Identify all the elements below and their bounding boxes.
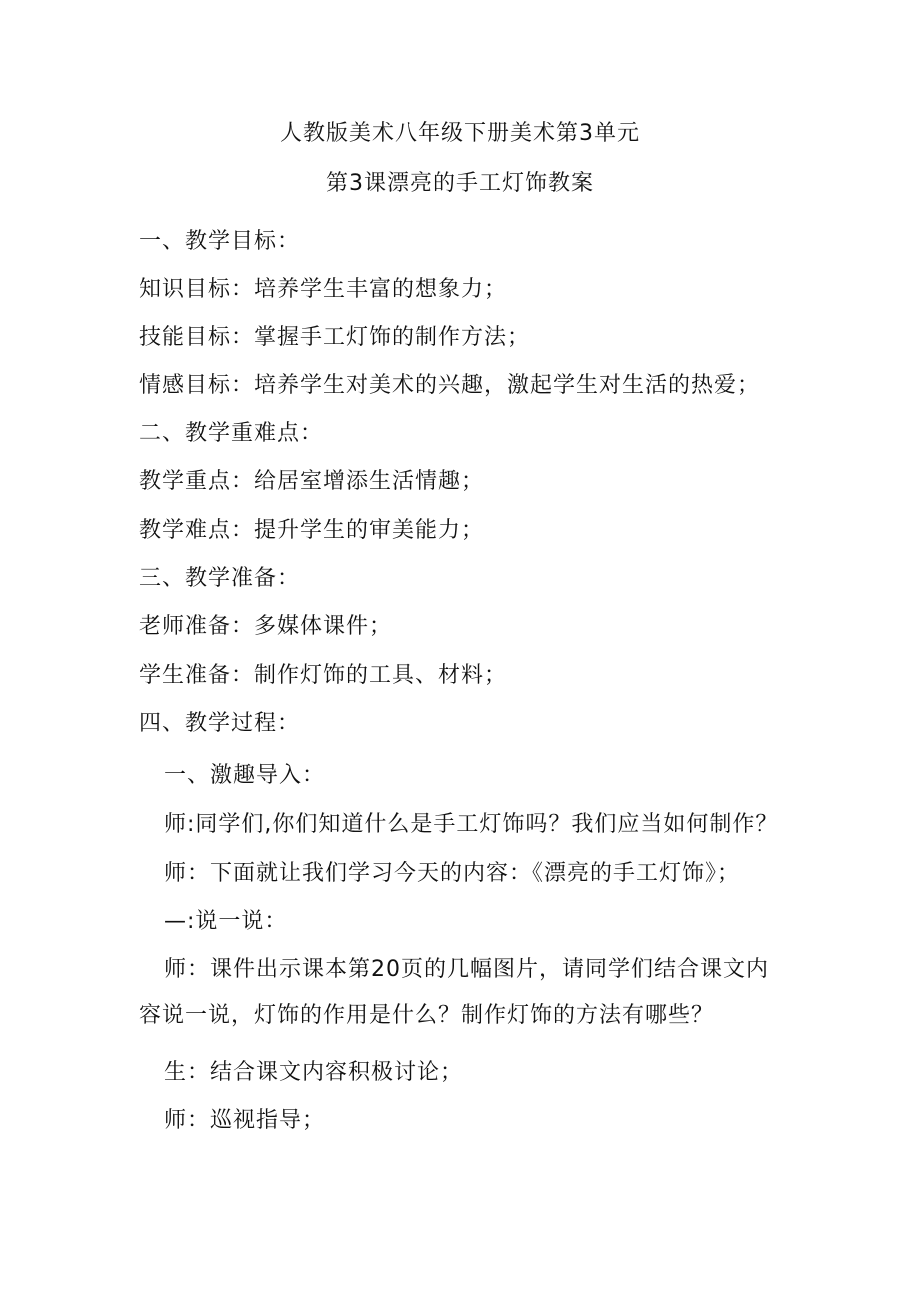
teaching-difficulty: 教学难点：提升学生的审美能力； [139, 518, 485, 543]
skill-objective: 技能目标：掌握手工灯饰的制作方法； [139, 325, 531, 350]
section-heading-process: 四、教学过程： [139, 711, 301, 736]
process-teacher-slides: 师：课件出示课本第20页的几幅图片，请同学们结合课文内 [164, 957, 769, 982]
document-title-line1: 人教版美术八年级下册美术第3单元 [280, 121, 640, 146]
teaching-key-point: 教学重点：给居室增添生活情趣； [139, 469, 485, 494]
process-student-discuss: 生：结合课文内容积极讨论； [164, 1060, 464, 1085]
knowledge-objective: 知识目标：培养学生丰富的想象力； [139, 277, 508, 302]
section-heading-key-points: 二、教学重难点： [139, 421, 324, 446]
process-teacher-intro: 师：下面就让我们学习今天的内容：《漂亮的手工灯饰》； [164, 861, 741, 886]
teacher-preparation: 老师准备：多媒体课件； [139, 614, 393, 639]
process-teacher-slides-cont: 容说一说，灯饰的作用是什么？制作灯饰的方法有哪些？ [139, 1003, 715, 1028]
process-teacher-question: 师:同学们,你们知道什么是手工灯饰吗？我们应当如何制作？ [164, 812, 779, 837]
process-intro-heading: 一、激趣导入： [164, 763, 326, 788]
process-discuss-heading: —:说一说： [164, 909, 288, 934]
section-heading-preparation: 三、教学准备： [139, 566, 301, 591]
student-preparation: 学生准备：制作灯饰的工具、材料； [139, 663, 508, 688]
section-heading-objectives: 一、教学目标： [139, 229, 301, 254]
emotion-objective: 情感目标：培养学生对美术的兴趣，激起学生对生活的热爱； [139, 373, 761, 398]
document-title-line2: 第3课漂亮的手工灯饰教案 [326, 171, 594, 196]
process-teacher-guide: 师：巡视指导； [164, 1108, 326, 1133]
